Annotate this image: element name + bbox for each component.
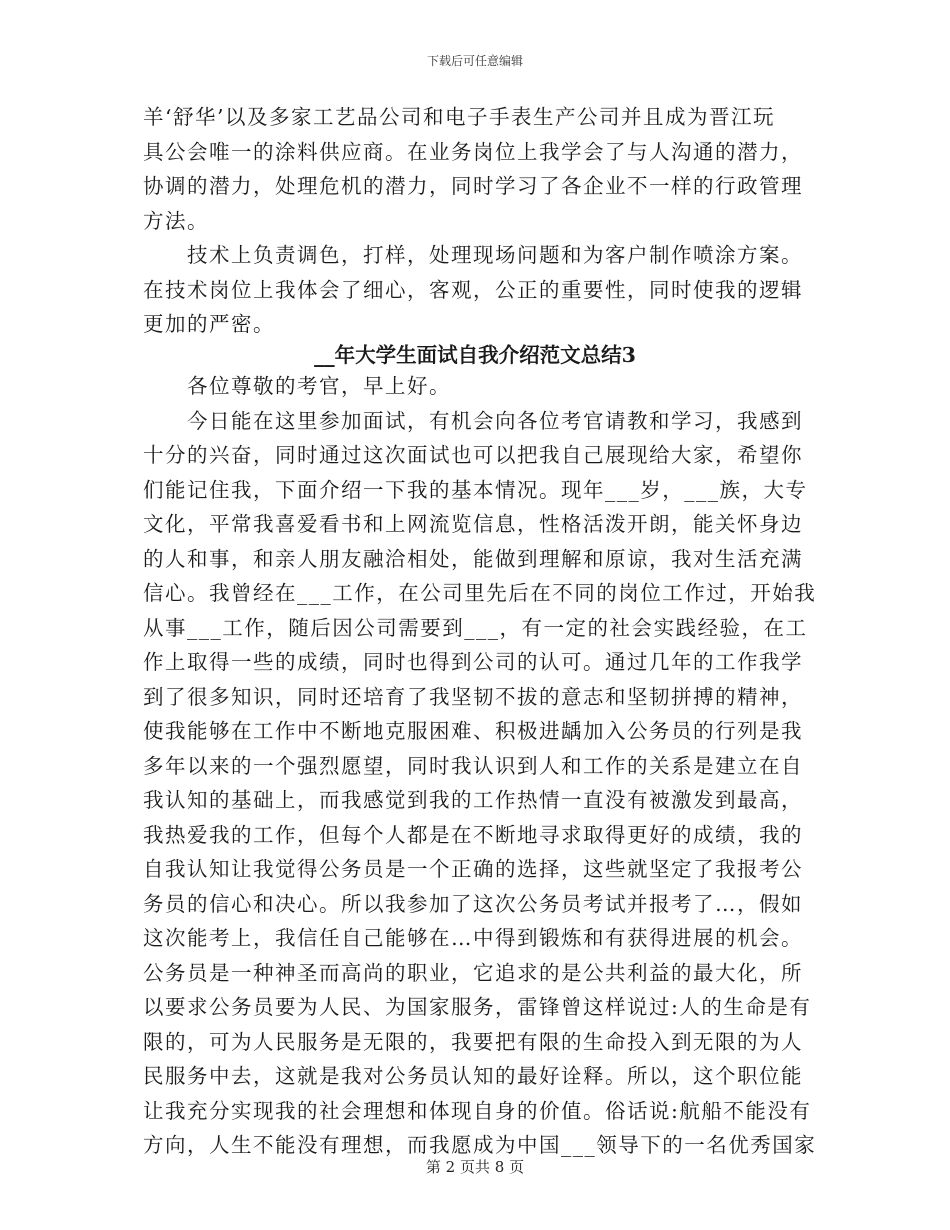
text-line: 这次能考上，我信任自己能够在…中得到锻炼和有获得进展的机会。	[143, 926, 803, 950]
text-line: 今日能在这里参加面试，有机会向各位考官请教和学习，我感到	[143, 408, 803, 433]
text-line: 在技术岗位上我体会了细心，客观，公正的重要性，同时使我的逻辑	[143, 277, 803, 302]
text-line: 羊‘舒华’以及多家工艺品公司和电子手表生产公司并且成为晋江玩	[143, 105, 776, 129]
top-text-block	[143, 100, 808, 342]
text-line: 具公会唯一的涂料供应商。在业务岗位上我学会了与人沟通的潜力，	[143, 139, 803, 164]
text-line: 们能记住我，下面介绍一下我的基本情况。现年___岁，___族，大专	[143, 477, 808, 502]
text-line: 协调的潜力，处理危机的潜力，同时学习了各企业不一样的行政管理	[143, 174, 803, 198]
text-line: 各位尊敬的考官，早上好。	[143, 374, 451, 398]
text-line: 务员的信心和决心。所以我参加了这次公务员考试并报考了…，假如	[143, 891, 803, 916]
text-line: 信心。我曾经在___工作，在公司里先后在不同的岗位工作过，开始我	[143, 581, 817, 605]
text-line: 使我能够在工作中不断地克服困难、积极进龋加入公务员的行列是我	[143, 719, 803, 743]
text-line: 多年以来的一个强烈愿望，同时我认识到人和工作的关系是建立在自	[143, 753, 803, 778]
text-line: 十分的兴奋，同时通过这次面试也可以把我自己展现给大家，希望你	[143, 443, 803, 467]
text-line: 更加的严密。	[143, 312, 275, 336]
text-line: 民服务中去，这就是我对公务员认知的最好诠释。所以，这个职位能	[143, 1064, 803, 1088]
text-line: 作上取得一些的成绩，同时也得到公司的认可。通过几年的工作我学	[143, 650, 803, 674]
page-footer: 第 2 页共 8 页	[425, 1158, 525, 1176]
text-line: 我认知的基础上，而我感觉到我的工作热情一直没有被激发到最高，	[143, 788, 803, 812]
text-line: 文化，平常我喜爱看书和上网流览信息，性格活泼开朗，能关怀身边	[143, 512, 803, 536]
text-line: 从事___工作，随后因公司需要到___，有一定的社会实践经验，在工	[143, 615, 808, 640]
text-line: 技术上负责调色，打样，处理现场问题和为客户制作喷涂方案。	[143, 243, 803, 267]
text-line: 到了很多知识，同时还培育了我坚韧不拔的意志和坚韧拼搏的精神，	[143, 684, 803, 709]
text-line: 公务员是一种神圣而高尚的职业，它追求的是公共利益的最大化，所	[143, 960, 803, 985]
text-line: 的人和事，和亲人朋友融洽相处，能做到理解和原谅，我对生活充满	[143, 546, 803, 571]
text-line: 以要求公务员要为人民、为国家服务，雷锋曾这样说过:人的生命是有	[143, 995, 812, 1019]
section-heading: __年大学生面试自我介绍范文总结3	[314, 343, 636, 367]
text-line: 方向，人生不能没有理想，而我愿成为中国___领导下的一名优秀国家	[143, 1133, 817, 1157]
text-line: 我热爱我的工作，但每个人都是在不断地寻求取得更好的成绩，我的	[143, 822, 803, 847]
text-line: 让我充分实现我的社会理想和体现自身的价值。俗话说:航船不能没有	[143, 1098, 812, 1123]
text-line: 自我认知让我觉得公务员是一个正确的选择，这些就坚定了我报考公	[143, 857, 803, 881]
text-line: 限的，可为人民服务是无限的，我要把有限的生命投入到无限的为人	[143, 1029, 803, 1054]
text-line: 方法。	[143, 208, 209, 233]
main-text-block	[143, 369, 817, 1163]
page-header: 下载后可任意编辑	[426, 54, 523, 68]
